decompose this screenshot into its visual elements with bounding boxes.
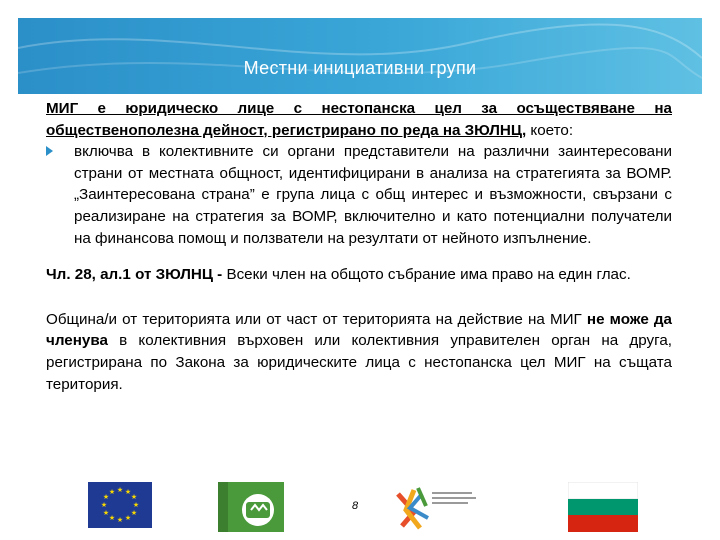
svg-text:★: ★: [130, 493, 138, 501]
header-band: [18, 18, 702, 94]
municipality-text-before: Община/и от територията или от част от територията на действие на МИГ: [46, 310, 587, 328]
svg-text:★: ★: [102, 509, 110, 517]
logos-bar: [0, 478, 720, 540]
svg-text:★: ★: [108, 488, 116, 496]
svg-text:★: ★: [116, 486, 124, 494]
bullet-arrow-icon: [46, 146, 53, 156]
slide-title: Местни инициативни групи: [243, 58, 477, 78]
slide-body: [46, 98, 672, 395]
municipality-bold: не може да членува: [46, 310, 672, 350]
municipality-paragraph: [46, 309, 672, 395]
leader-logo-icon: [218, 482, 284, 532]
svg-text:★: ★: [108, 514, 116, 522]
svg-text:★: ★: [116, 516, 124, 524]
eu-flag-icon: [88, 482, 152, 528]
svg-text:★: ★: [124, 514, 132, 522]
bullet-item: [74, 141, 672, 249]
rural-development-program-logo-icon: [392, 482, 480, 534]
bulgarian-flag-icon: [568, 482, 638, 532]
svg-text:★: ★: [102, 493, 110, 501]
svg-text:★: ★: [132, 501, 140, 509]
article-text: Всеки член на общото събрание има право на един глас.: [226, 266, 631, 284]
definition-paragraph: [46, 98, 672, 141]
svg-text:★: ★: [100, 501, 108, 509]
article-bold: Чл. 28, ал.1 от ЗЮЛНЦ -: [46, 266, 227, 284]
svg-text:★: ★: [130, 509, 138, 517]
definition-bold: МИГ е юридическо лице с нестопанска цел за осъществяване на общественополезна дейност, регистрирано по реда на ЗЮЛНЦ,: [46, 100, 672, 139]
bullet-text: включва в колективните си органи представители на различни заинтересовани страни от местната общност, идентифицирани в анализа на стратегията за ВОМР. „Заинтересована страна” е група лица с общ интерес и възможности, свързани с реализиране на стратегия за ВОМР, включително и като потенциални получатели на финансова помощ и ползватели на резултати от нейното изпълнение.: [74, 143, 672, 247]
header-wave-decoration: [18, 18, 702, 94]
page-number: 8: [352, 500, 359, 512]
definition-tail: което:: [526, 121, 574, 139]
svg-text:★: ★: [124, 488, 132, 496]
municipality-text-after: в колективния върховен или колективния управителен орган на друга, регистрирана по Закона за юридическите лица с нестопанска цел МИГ на същата територия.: [46, 332, 672, 393]
article-paragraph: [46, 264, 672, 286]
